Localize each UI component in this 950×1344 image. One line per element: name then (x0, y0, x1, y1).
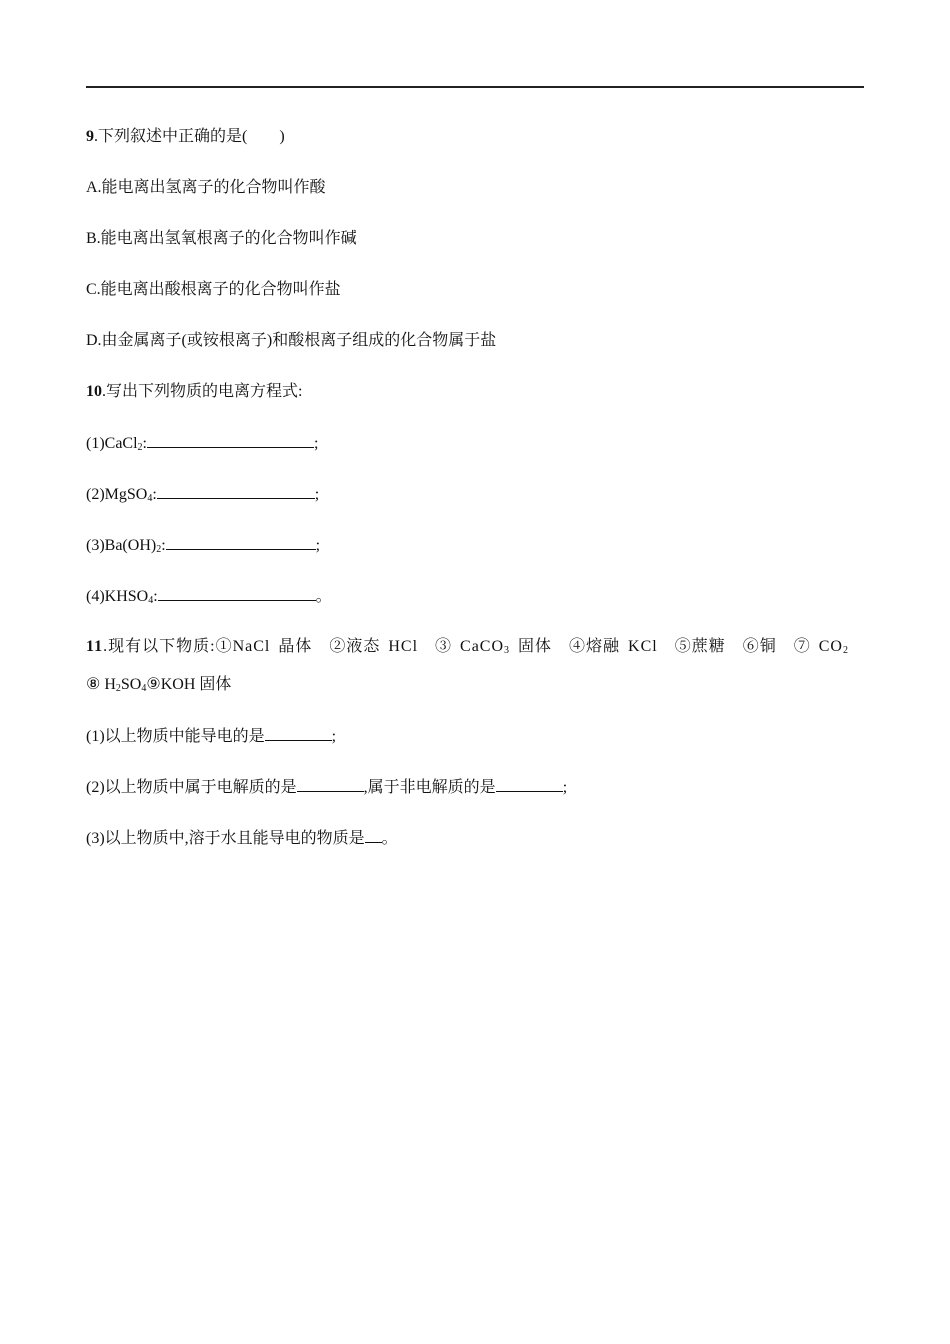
q10-item-colon: : (153, 588, 158, 605)
q11-part-text: ,属于非电解质的是 (363, 779, 496, 796)
q10-item-sub: 2 (156, 544, 162, 555)
q11-part-end: ; (562, 779, 568, 796)
q10-item-label: (3)Ba(OH) (86, 537, 157, 554)
q10-item-colon: : (161, 537, 166, 554)
q10-number: 10 (86, 383, 102, 400)
q9-number: 9 (86, 128, 94, 145)
q11-part-end: 。 (381, 830, 398, 847)
answer-blank[interactable] (166, 535, 316, 550)
q9-option-b: B.能电离出氢氧根离子的化合物叫作碱 (86, 230, 357, 247)
q11-stem-text: SO (120, 676, 142, 693)
q11-part-text: (3)以上物质中,溶于水且能导电的物质是 (86, 830, 365, 847)
q11-stem-text: ⑨KOH 固体 (146, 676, 232, 693)
subscript: 2 (115, 683, 121, 694)
q11-part-text: (1)以上物质中能导电的是 (86, 728, 265, 745)
q10-item-label: (2)MgSO (86, 486, 148, 503)
q10-item-label: (4)KHSO (86, 588, 149, 605)
answer-blank[interactable] (147, 433, 314, 448)
q10-item-label: (1)CaCl (86, 435, 138, 452)
q10-stem-text: .写出下列物质的电离方程式: (102, 383, 303, 400)
q10-item-4 (86, 586, 864, 607)
q9-option-d: D.由金属离子(或铵根离子)和酸根离子组成的化合物属于盐 (86, 332, 497, 349)
q10-item-sub: 4 (147, 493, 153, 504)
answer-blank[interactable] (496, 777, 563, 792)
answer-blank[interactable] (157, 484, 315, 499)
answer-blank[interactable] (365, 828, 382, 843)
q11-part-text: (2)以上物质中属于电解质的是 (86, 779, 297, 796)
q9-stem (86, 127, 864, 147)
q11-stem-line2 (86, 675, 864, 695)
q10-item-end: 。 (315, 588, 332, 605)
q10-item-1 (86, 433, 864, 454)
q11-part-end: ; (331, 728, 337, 745)
q10-item-colon: : (142, 435, 147, 452)
q10-stem (86, 382, 864, 402)
q10-item-sub: 4 (148, 595, 154, 606)
header-rule (86, 86, 864, 88)
answer-blank[interactable] (297, 777, 364, 792)
q9-option-c: C.能电离出酸根离子的化合物叫作盐 (86, 281, 341, 298)
subscript: 3 (504, 645, 511, 656)
q11-stem-text: 固体 ④熔融 KCl ⑤蔗糖 ⑥铜 ⑦ CO (510, 638, 843, 655)
q11-stem-text: ⑧ H (86, 676, 116, 693)
q9-stem-text: .下列叙述中正确的是( ) (94, 128, 285, 145)
subscript: 4 (141, 683, 147, 694)
q9-option-a: A.能电离出氢离子的化合物叫作酸 (86, 179, 326, 196)
q10-item-colon: : (152, 486, 157, 503)
q10-item-end: ; (315, 537, 321, 554)
subscript: 2 (842, 645, 849, 656)
q11-stem-text: .现有以下物质:①NaCl 晶体 ②液态 HCl ③ CaCO (103, 638, 505, 655)
q11-stem-line1 (86, 637, 864, 657)
q10-item-2 (86, 484, 864, 505)
q11-number: 11 (86, 638, 104, 655)
answer-blank[interactable] (158, 586, 316, 601)
q10-item-end: ; (314, 435, 319, 452)
q11-part-3 (86, 828, 864, 849)
answer-blank[interactable] (265, 726, 332, 741)
q10-item-sub: 2 (137, 442, 143, 453)
q11-part-2 (86, 777, 864, 798)
q10-item-end: ; (314, 486, 320, 503)
q10-item-3 (86, 535, 864, 556)
q11-part-1 (86, 726, 864, 747)
